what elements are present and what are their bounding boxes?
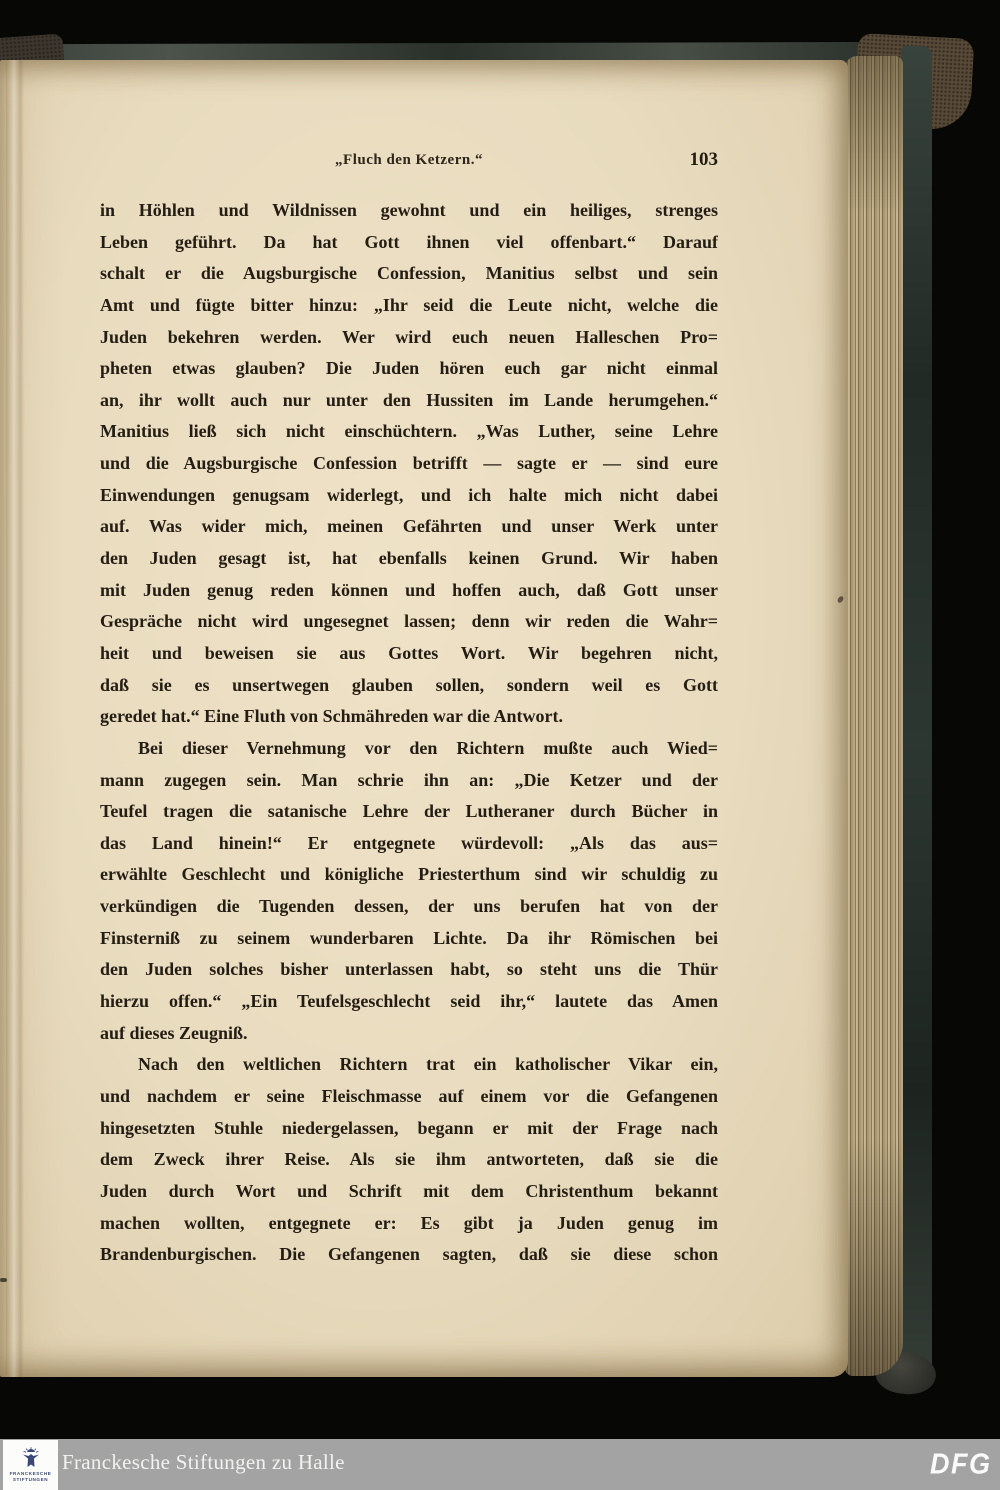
text-line: Juden bekehren werden. Wer wird euch neuen Halleschen Pro= <box>100 326 718 347</box>
text-line: in Höhlen und Wildnissen gewohnt und ein heiliges, strenges <box>100 200 718 220</box>
text-line: Leben geführt. Da hat Gott ihnen viel offenbart.“ Darauf <box>100 231 718 252</box>
text-line: heit und beweisen sie aus Gottes Wort. Wir begehren nicht, <box>100 642 718 663</box>
text-line: mann zugegen sein. Man schrie ihn an: „Die Ketzer und der <box>100 769 718 790</box>
text-line: Juden durch Wort und Schrift mit dem Christenthum bekannt <box>100 1180 718 1201</box>
dfg-logo[interactable]: DFG <box>930 1448 992 1480</box>
text-line: dem Zweck ihrer Reise. Als sie ihm antworteten, daß sie die <box>100 1149 718 1170</box>
text-line: schalt er die Augsburgische Confession, Manitius selbst und sein <box>100 263 718 284</box>
text-line: den Juden solches bisher unterlassen habt, so steht uns die Thür <box>100 959 718 980</box>
text-line: Nach den weltlichen Richtern trat ein katholischer Vikar ein, <box>138 1054 718 1075</box>
text-line: machen wollten, entgegnete er: Es gibt ja Juden genug im <box>100 1212 718 1233</box>
franckesche-logo-text-line1: FRANCKESCHE <box>9 1471 52 1477</box>
text-line: an, ihr wollt auch nur unter den Hussiten im Lande herumgehen.“ <box>100 389 718 410</box>
text-line: und nachdem er seine Fleischmasse auf einem vor die Gefangenen <box>100 1085 718 1106</box>
text-line: verkündigen die Tugenden dessen, der uns berufen hat von der <box>100 896 718 917</box>
text-line: Gespräche nicht wird ungesegnet lassen; denn wir reden die Wahr= <box>100 611 718 632</box>
franckesche-logo-text-line2: STIFTUNGEN <box>12 1477 49 1482</box>
text-line: auf. Was wider mich, meinen Gefährten und unser Werk unter <box>100 516 718 537</box>
text-line: und die Augsburgische Confession betrifft — sagte er — sind eure <box>100 453 718 474</box>
text-line: erwählte Geschlecht und königliche Priesterthum sind wir schuldig zu <box>100 864 718 885</box>
text-line: Bei dieser Vernehmung vor den Richtern mußte auch Wied= <box>138 737 718 758</box>
text-line: geredet hat.“ Eine Fluth von Schmähreden war die Antwort. <box>100 706 564 727</box>
text-line: Manitius ließ sich nicht einschüchtern. „Was Luther, seine Lehre <box>100 421 718 442</box>
scanned-page <box>0 60 848 1377</box>
page-body-lines <box>100 195 718 1271</box>
page-speck <box>837 595 844 603</box>
text-line: Finsterniß zu seinem wunderbaren Lichte. Da ihr Römischen bei <box>100 927 718 948</box>
text-line: Amt und fügte bitter hinzu: „Ihr seid die Leute nicht, welche die <box>100 294 718 315</box>
text-line: pheten etwas glauben? Die Juden hören euch gar nicht einmal <box>100 358 718 379</box>
franckesche-eagle-sun-icon <box>20 1447 42 1469</box>
text-line: Einwendungen genugsam widerlegt, und ich halte mich nicht dabei <box>100 484 718 505</box>
text-line: daß sie es unsertwegen glauben sollen, sondern weil es Gott <box>100 674 718 695</box>
text-line: auf dieses Zeugniß. <box>100 1022 248 1043</box>
institution-label: Franckesche Stiftungen zu Halle <box>62 1450 345 1474</box>
page-crease <box>6 60 24 1377</box>
text-line: hingesetzten Stuhle niedergelassen, begann er mit der Frage nach <box>100 1117 718 1138</box>
page-number: 103 <box>689 149 718 170</box>
text-line: Brandenburgischen. Die Gefangenen sagten, daß sie diese schon <box>100 1244 718 1265</box>
text-line: mit Juden genug reden können und hoffen auch, daß Gott unser <box>100 579 718 600</box>
text-line: Teufel tragen die satanische Lehre der Lutheraner durch Bücher in <box>100 801 718 822</box>
text-line: hierzu offen.“ „Ein Teufelsgeschlecht seid ihr,“ lautete das Amen <box>100 991 718 1012</box>
book-page-fore-edge <box>845 56 903 1376</box>
running-title: „Fluch den Ketzern.“ <box>335 152 483 168</box>
text-line: den Juden gesagt ist, hat ebenfalls keinen Grund. Wir haben <box>100 548 718 569</box>
text-line: das Land hinein!“ Er entgegnete würdevoll: „Als das aus= <box>100 832 718 853</box>
page-text-column <box>100 146 718 1271</box>
franckesche-stiftungen-logo[interactable] <box>3 1440 58 1490</box>
page-speck <box>0 1278 7 1282</box>
book-cover-right-edge <box>901 46 932 1386</box>
page-header <box>100 146 718 180</box>
